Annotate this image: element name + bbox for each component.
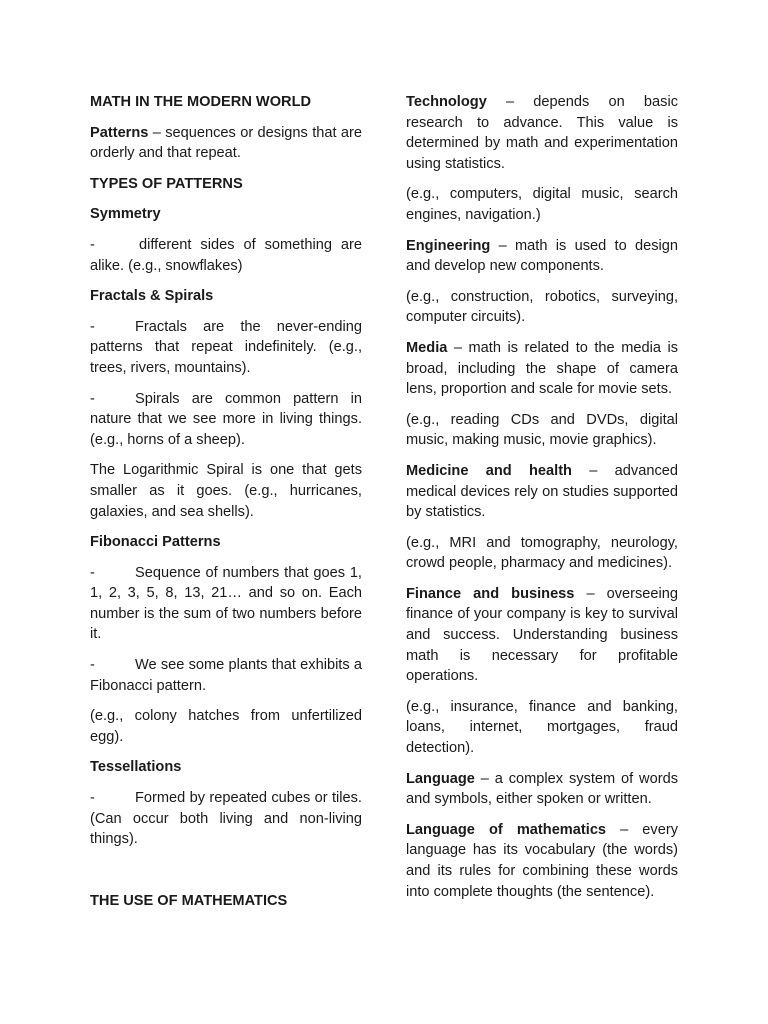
finance-examples: (e.g., insurance, finance and banking, loans, internet, mortgages, fraud detection).: [406, 698, 678, 757]
fractals-item: [90, 317, 362, 379]
tessellations-heading: Tessellations: [90, 759, 182, 776]
patterns-term: Patterns: [90, 124, 149, 141]
types-of-patterns-heading: TYPES OF PATTERNS: [90, 175, 243, 192]
left-column: [90, 92, 362, 921]
bullet-dash: -: [90, 236, 95, 253]
fractals-text: Fractals are the never-ending patterns that repeat indefinitely. (e.g., trees, rivers, mountains).: [90, 318, 362, 376]
colony-paragraph: (e.g., colony hatches from unfertilized egg).: [90, 708, 362, 745]
media-def: – math is related to the media is broad, including the shape of camera lens, proportion and scale for movie sets.: [406, 339, 678, 398]
use-of-mathematics-heading: THE USE OF MATHEMATICS: [90, 892, 288, 909]
technology-term: Technology: [406, 94, 487, 110]
medicine-examples: (e.g., MRI and tomography, neurology, crowd people, pharmacy and medicines).: [406, 534, 678, 572]
bullet-dash: -: [90, 390, 95, 407]
language-of-mathematics-definition: [406, 820, 678, 902]
fibonacci-item: [90, 563, 362, 645]
language-term: Language: [406, 770, 475, 787]
plants-text: We see some plants that exhibits a Fibonacci pattern.: [90, 657, 362, 694]
bullet-dash: -: [90, 564, 95, 581]
finance-definition: [406, 584, 678, 687]
bullet-dash: -: [90, 318, 95, 335]
tessellations-text: Formed by repeated cubes or tiles. (Can occur both living and non-living things).: [90, 790, 362, 848]
symmetry-heading: Symmetry: [90, 206, 161, 223]
patterns-definition: [90, 123, 362, 164]
symmetry-item: [90, 235, 362, 276]
medicine-term: Medicine and health: [406, 462, 572, 479]
fibonacci-heading: Fibonacci Patterns: [90, 534, 221, 551]
fractals-heading: Fractals & Spirals: [90, 288, 214, 305]
bullet-dash: -: [90, 657, 95, 674]
technology-def: – depends on basic research to advance. This value is determined by math and experimentation using statistics.: [406, 94, 678, 172]
medicine-def: – advanced medical devices rely on studies supported by statistics.: [406, 462, 678, 521]
engineering-examples: (e.g., construction, robotics, surveying, computer circuits).: [406, 288, 678, 326]
fibonacci-text: Sequence of numbers that goes 1, 1, 2, 3, 5, 8, 13, 21… and so on. Each number is the sum of two numbers before it.: [90, 564, 362, 643]
document-title: MATH IN THE MODERN WORLD: [90, 94, 312, 110]
language-def: – a complex system of words and symbols, either spoken or written.: [406, 770, 678, 808]
spirals-text: Spirals are common pattern in nature that we see more in living things. (e.g., horns of a sheep).: [90, 390, 362, 448]
language-of-mathematics-term: Language of mathematics: [406, 821, 607, 838]
bullet-dash: -: [90, 790, 95, 807]
finance-def: – overseeing finance of your company is key to survival and success. Understanding business math is necessary for profitable operations.: [406, 585, 678, 685]
patterns-def: – sequences or designs that are orderly and that repeat.: [90, 124, 362, 162]
language-of-mathematics-def: – every language has its vocabulary (the words) and its rules for combining these words into complete thoughts (the sentence).: [406, 821, 678, 900]
technology-examples: (e.g., computers, digital music, search engines, navigation.): [406, 186, 678, 223]
media-term: Media: [406, 339, 448, 356]
log-spiral-paragraph: The Logarithmic Spiral is one that gets smaller as it goes. (e.g., hurricanes, galaxies, and sea shells).: [90, 462, 362, 520]
engineering-term: Engineering: [406, 237, 491, 254]
technology-definition: [406, 92, 678, 174]
right-column: [406, 92, 678, 912]
finance-term: Finance and business: [406, 585, 575, 602]
symmetry-text: different sides of something are alike. (e.g., snowflakes): [90, 236, 362, 274]
medicine-definition: [406, 461, 678, 523]
language-definition: [406, 769, 678, 810]
spirals-item: [90, 389, 362, 451]
plants-item: [90, 655, 362, 696]
media-examples: (e.g., reading CDs and DVDs, digital music, making music, movie graphics).: [406, 411, 678, 449]
media-definition: [406, 338, 678, 400]
spacer: [90, 860, 362, 891]
engineering-definition: [406, 236, 678, 277]
engineering-def: – math is used to design and develop new components.: [406, 237, 678, 275]
tessellations-item: [90, 788, 362, 850]
